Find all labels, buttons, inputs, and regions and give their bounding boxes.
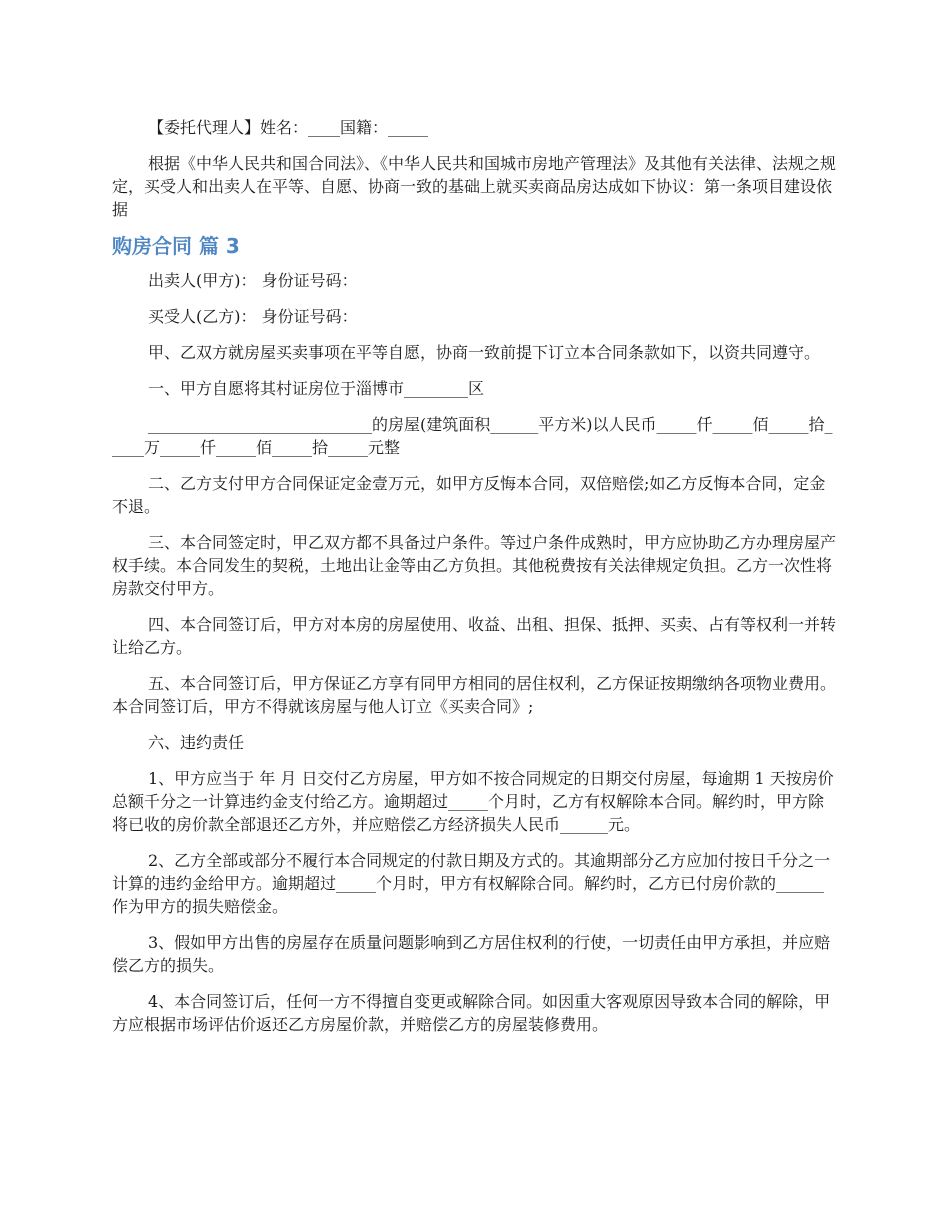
breach-item-2: 2、乙方全部或部分不履行本合同规定的付款日期及方式的。其逾期部分乙方应加付按日千分之一计算的违约金给甲方。逾期超过_____个月时，甲方有权解除合同。解约时，乙方已付房价款的______作为甲方的损失赔偿金。 xyxy=(112,851,831,916)
clause-6-title: 六、违约责任 xyxy=(148,733,245,752)
section-heading: 购房合同 篇 3 xyxy=(112,234,240,258)
seller-line: 出卖人(甲方)： 身份证号码： xyxy=(148,271,358,290)
clause-2: 二、乙方支付甲方合同保证定金壹万元，如甲方反悔本合同，双倍赔偿;如乙方反悔本合同，定金不退。 xyxy=(112,474,826,516)
document-page xyxy=(112,110,838,1036)
breach-item-4: 4、本合同签订后，任何一方不得擅自变更或解除合同。如因重大客观原因导致本合同的解除，甲方应根据市场评估价返还乙方房屋价款，并赔偿乙方的房屋装修费用。 xyxy=(112,992,831,1034)
breach-item-1: 1、甲方应当于 年 月 日交付乙方房屋，甲方如不按合同规定的日期交付房屋，每逾期 1 天按房价总额千分之一计算违约金支付给乙方。逾期超过_____个月时，乙方有权解除本合同。解约时，甲方除将已收的房价款全部退还乙方外，并应赔偿乙方经济损失人民币______元。 xyxy=(112,769,834,834)
clause-4: 四、本合同签订后，甲方对本房的房屋使用、收益、出租、担保、抵押、买卖、占有等权利一并转让给乙方。 xyxy=(112,615,837,657)
breach-item-3: 3、假如甲方出售的房屋存在质量问题影响到乙方居住权利的行使，一切责任由甲方承担，并应赔偿乙方的损失。 xyxy=(112,933,831,975)
clause-1-location: 一、甲方自愿将其村证房位于淄博市________区 xyxy=(148,379,485,398)
clause-3: 三、本合同签定时，甲乙双方都不具备过户条件。等过户条件成熟时，甲方应协助乙方办理房屋产权手续。本合同发生的契税，土地出让金等由乙方负担。其他税费按有关法律规定负担。乙方一次性将房款交付甲方。 xyxy=(112,533,837,598)
buyer-line: 买受人(乙方)： 身份证号码： xyxy=(148,307,358,326)
clause-5: 五、本合同签订后，甲方保证乙方享有同甲方相同的居住权利，乙方保证按期缴纳各项物业费用。本合同签订后，甲方不得就该房屋与他人订立《买卖合同》; xyxy=(112,674,837,716)
preamble-paragraph: 根据《中华人民共和国合同法》、《中华人民共和国城市房地产管理法》及其他有关法律、法规之规定，买受人和出卖人在平等、自愿、协商一致的基础上就买卖商品房达成如下协议：第一条项目建设依据 xyxy=(112,154,837,219)
agent-info-line: 【委托代理人】姓名：____国籍：_____ xyxy=(148,118,429,137)
agreement-intro: 甲、乙双方就房屋买卖事项在平等自愿，协商一致前提下订立本合同条款如下，以资共同遵守。 xyxy=(148,343,821,362)
clause-1-price: ____________________________的房屋(建筑面积______平方米)以人民币_____仟_____佰_____拾_____万_____仟_____佰_____拾_____元整 xyxy=(112,415,833,457)
